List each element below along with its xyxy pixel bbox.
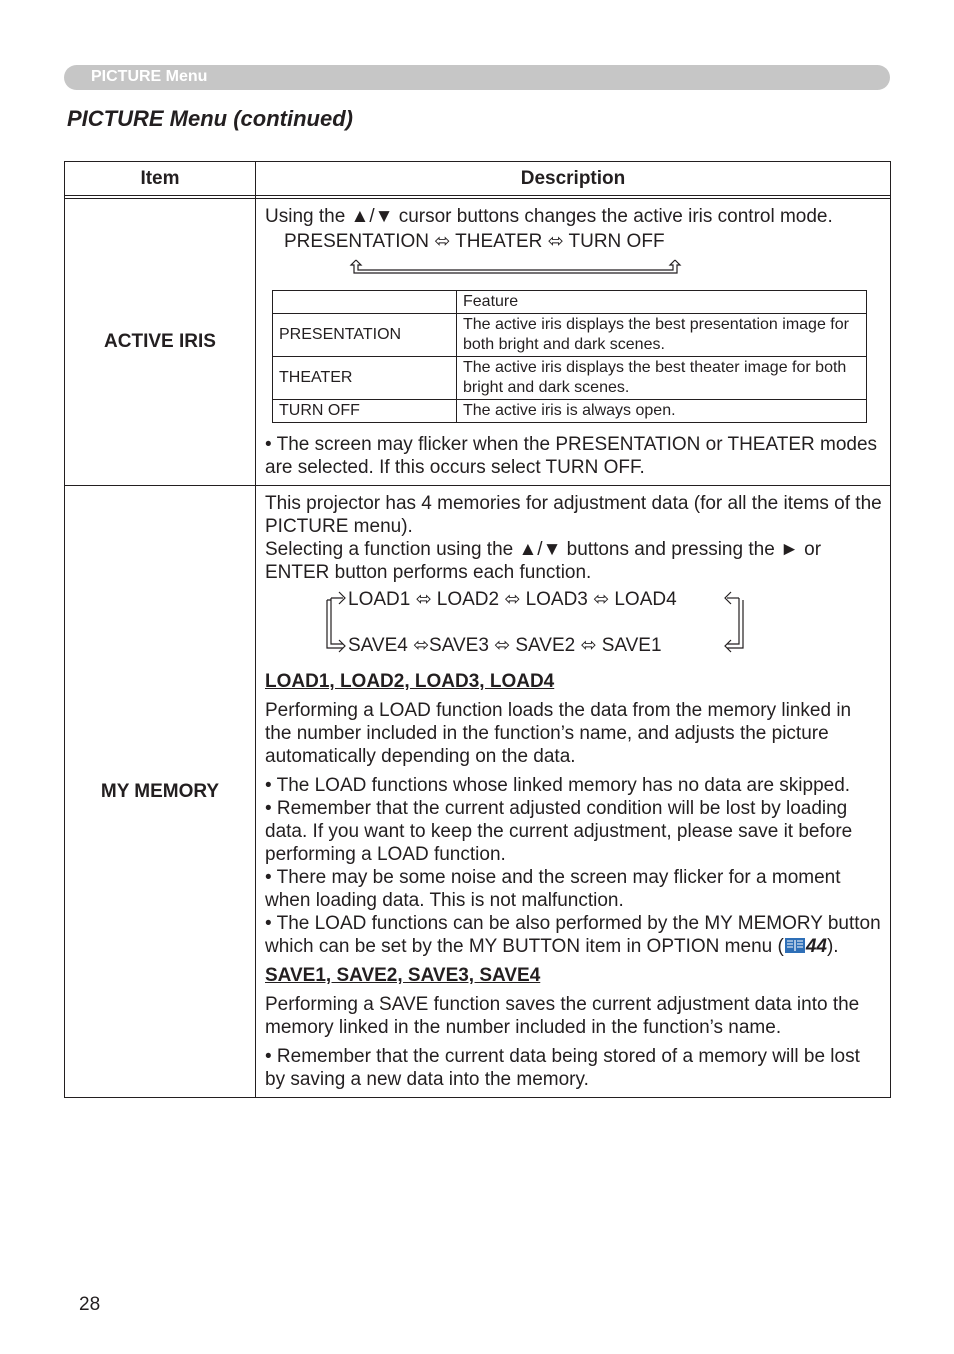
feature-header: Feature xyxy=(457,291,867,314)
memory-load-sequence: LOAD1 ⬄ LOAD2 ⬄ LOAD3 ⬄ LOAD4 xyxy=(348,589,677,610)
save-heading: SAVE1, SAVE2, SAVE3, SAVE4 xyxy=(265,965,541,986)
active-iris-note: • The screen may flicker when the PRESENTATION or THEATER modes are selected. If this occurs select TURN OFF. xyxy=(265,434,878,478)
load-description: Performing a LOAD function loads the data from the memory linked in the number included in the function’s name, and adjusts the picture automatically depending on the data. xyxy=(265,700,852,767)
ref-open-paren: ( xyxy=(777,936,784,957)
feature-mode: TURN OFF xyxy=(273,400,457,423)
description-active-iris xyxy=(256,199,891,486)
item-active-iris: ACTIVE IRIS xyxy=(65,199,256,486)
feature-table xyxy=(272,290,867,423)
ref-close-paren: ). xyxy=(826,936,839,957)
feature-row xyxy=(273,314,867,357)
feature-row xyxy=(273,357,867,400)
table-header-row xyxy=(65,162,891,196)
active-iris-mode-cycle: PRESENTATION ⬄ THEATER ⬄ TURN OFF xyxy=(284,231,665,252)
feature-table-header xyxy=(273,291,867,314)
save-description: Performing a SAVE function saves the current adjustment data into the memory linked in the number included in the function’s name. xyxy=(265,994,860,1038)
feature-text: The active iris displays the best theater image for both bright and dark scenes. xyxy=(457,357,867,400)
load-note-noise: • There may be some noise and the screen may flicker for a moment when loading data. This is not malfunction. xyxy=(265,867,841,911)
item-my-memory: MY MEMORY xyxy=(65,486,256,1098)
column-header-item: Item xyxy=(65,162,256,196)
page-title: PICTURE Menu (continued) xyxy=(67,106,353,131)
description-my-memory xyxy=(256,486,891,1098)
page-number: 28 xyxy=(79,1294,101,1315)
column-header-description: Description xyxy=(256,162,891,196)
my-memory-selection-text: Selecting a function using the ▲/▼ buttons and pressing the ► or ENTER button performs each function. xyxy=(265,539,822,583)
save-note: • Remember that the current data being stored of a memory will be lost by saving a new data into the memory. xyxy=(265,1046,860,1090)
load-heading: LOAD1, LOAD2, LOAD3, LOAD4 xyxy=(265,671,555,692)
feature-row xyxy=(273,400,867,423)
my-memory-intro: This projector has 4 memories for adjustment data (for all the items of the PICTURE menu). xyxy=(265,493,882,537)
load-note-my-button-text: • The LOAD functions can be also performed by the MY MEMORY button which can be set by the MY BUTTON item in OPTION menu xyxy=(265,913,881,957)
active-iris-intro: Using the ▲/▼ cursor buttons changes the active iris control mode. xyxy=(265,206,833,227)
table-row-active-iris xyxy=(65,199,891,486)
load-note-lost: • Remember that the current adjusted condition will be lost by loading data. If you want to keep the current adjustment, please save it before performing a LOAD function. xyxy=(265,798,853,865)
feature-mode: THEATER xyxy=(273,357,457,400)
reference-page-number: 44 xyxy=(805,936,827,957)
section-header-label: PICTURE Menu xyxy=(91,68,208,85)
section-header-bar xyxy=(64,65,890,90)
picture-menu-table xyxy=(64,161,891,1098)
loop-arrow-icon xyxy=(349,256,689,278)
feature-text: The active iris is always open. xyxy=(457,400,867,423)
memory-cycle-diagram xyxy=(265,588,882,664)
feature-text: The active iris displays the best presentation image for both bright and dark scenes. xyxy=(457,314,867,357)
memory-save-sequence: SAVE4 ⬄SAVE3 ⬄ SAVE2 ⬄ SAVE1 xyxy=(348,635,662,656)
feature-header-blank xyxy=(273,291,457,314)
load-note-skipped: • The LOAD functions whose linked memory has no data are skipped. xyxy=(265,775,851,796)
manual-reference-book-icon xyxy=(784,937,806,954)
load-note-my-button xyxy=(265,912,882,958)
feature-mode: PRESENTATION xyxy=(273,314,457,357)
table-row-my-memory xyxy=(65,486,891,1098)
